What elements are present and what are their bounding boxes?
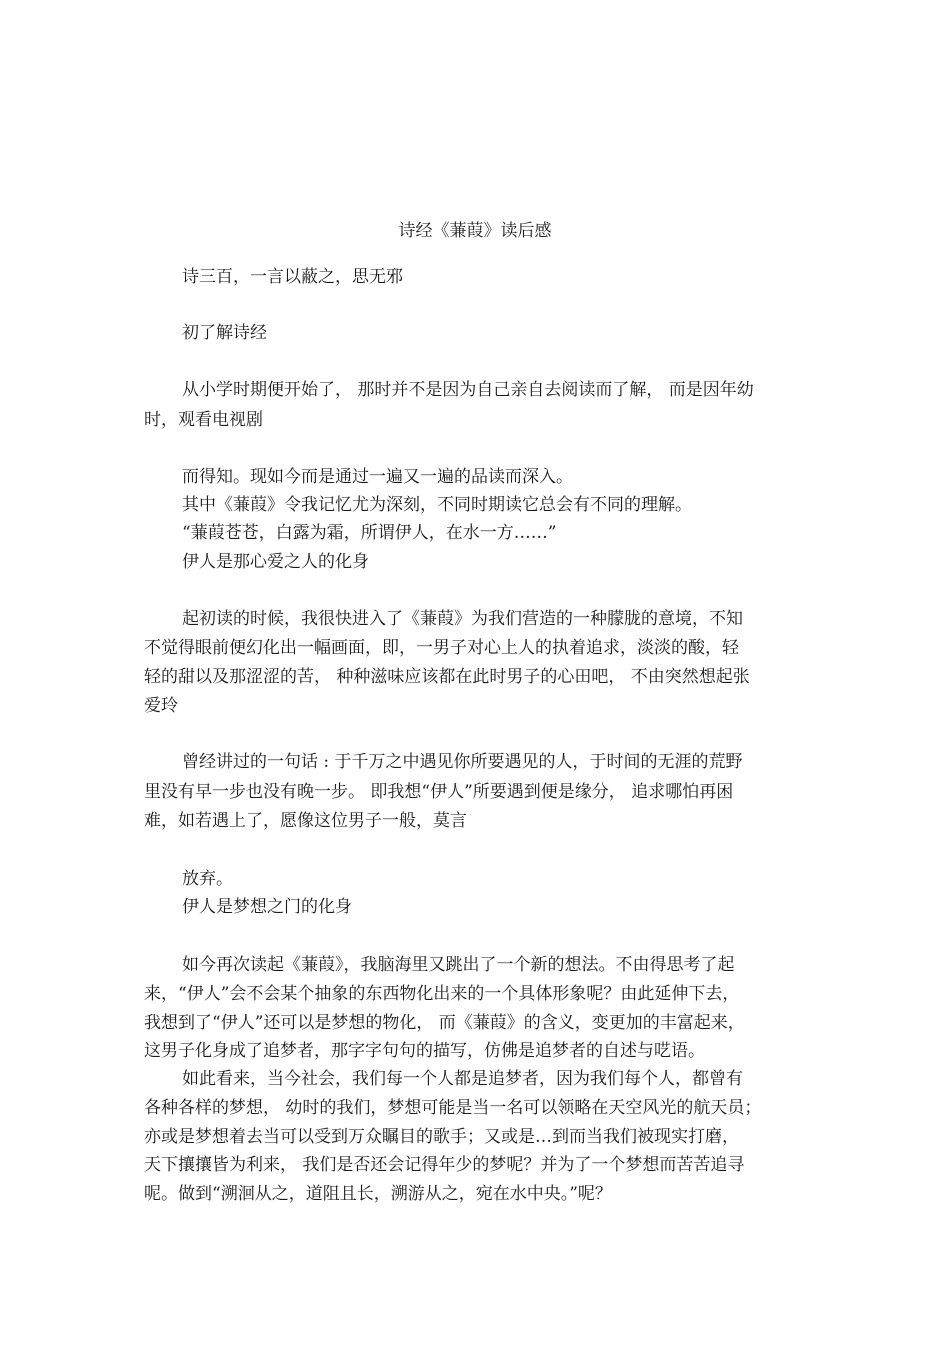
paragraph-line: 天下攘攘皆为利来， 我们是否还会记得年少的梦呢？并为了一个梦想而苦苦追寻: [144, 1155, 745, 1175]
paragraph-line: 从小学时期便开始了， 那时并不是因为自己亲自去阅读而了解， 而是因年幼: [182, 380, 754, 400]
paragraph-line: 曾经讲过的一句话 : 于千万之中遇见你所要遇见的人，于时间的无涯的荒野: [182, 752, 743, 772]
paragraph-line: 亦或是梦想着去当可以受到万众瞩目的歌手；又或是…到而当我们被现实打磨，: [144, 1127, 739, 1147]
paragraph-line: 而得知。现如今而是通过一遍又一遍的品读而深入。: [182, 467, 573, 487]
paragraph-line: 我想到了“伊人”还可以是梦想的物化， 而《蒹葭》的含义，变更加的丰富起来，: [144, 1013, 745, 1033]
paragraph-line: 爱玲: [144, 696, 178, 716]
paragraph-line: 放弃。: [182, 869, 233, 889]
paragraph-line: 如今再次读起《蒹葭》，我脑海里又跳出了一个新的想法。不由得思考了起: [182, 955, 735, 975]
paragraph-line: 轻的甜以及那涩涩的苦， 种种滋味应该都在此时男子的心田吧， 不由突然想起张: [144, 667, 750, 687]
paragraph-line: 不觉得眼前便幻化出一幅画面，即，一男子对心上人的执着追求，淡淡的酸，轻: [144, 638, 739, 658]
quotation-line: “蒹葭苍苍，白露为霜，所谓伊人，在水一方……”: [182, 523, 557, 543]
document-title: 诗经《蒹葭》读后感: [398, 221, 552, 241]
paragraph-line: 呢。做到“溯洄从之，道阻且长，溯游从之，宛在水中央。”呢？: [144, 1184, 612, 1204]
paragraph-line: 难，如若遇上了，愿像这位男子一般，莫言: [144, 811, 467, 831]
paragraph-line: 如此看来，当今社会，我们每一个人都是追梦者，因为我们每个人，都曾有: [182, 1069, 743, 1089]
section-heading: 伊人是梦想之门的化身: [182, 897, 352, 917]
paragraph-line: 起初读的时候，我很快进入了《蒹葭》为我们营造的一种朦胧的意境，不知: [182, 609, 743, 629]
paragraph-line: 各种各样的梦想， 幼时的我们，梦想可能是当一名可以领略在天空风光的航天员；: [144, 1098, 762, 1118]
paragraph-line: 其中《蒹葭》令我记忆尤为深刻，不同时期读它总会有不同的理解。: [182, 495, 692, 515]
paragraph-line: 这男子化身成了追梦者，那字字句句的描写，仿佛是追梦者的自述与呓语。: [144, 1041, 705, 1061]
paragraph-line: 来，“伊人”会不会某个抽象的东西物化出来的一个具体形象呢？由此延伸下去，: [144, 984, 740, 1004]
paragraph-line: 诗三百，一言以蔽之，思无邪: [182, 267, 403, 287]
paragraph-line: 时，观看电视剧: [144, 410, 263, 430]
paragraph-line: 里没有早一步也没有晚一步。 即我想“伊人”所要遇到便是缘分， 追求哪怕再困: [144, 782, 734, 802]
section-heading: 初了解诗经: [182, 323, 267, 343]
section-heading: 伊人是那心爱之人的化身: [182, 552, 369, 572]
